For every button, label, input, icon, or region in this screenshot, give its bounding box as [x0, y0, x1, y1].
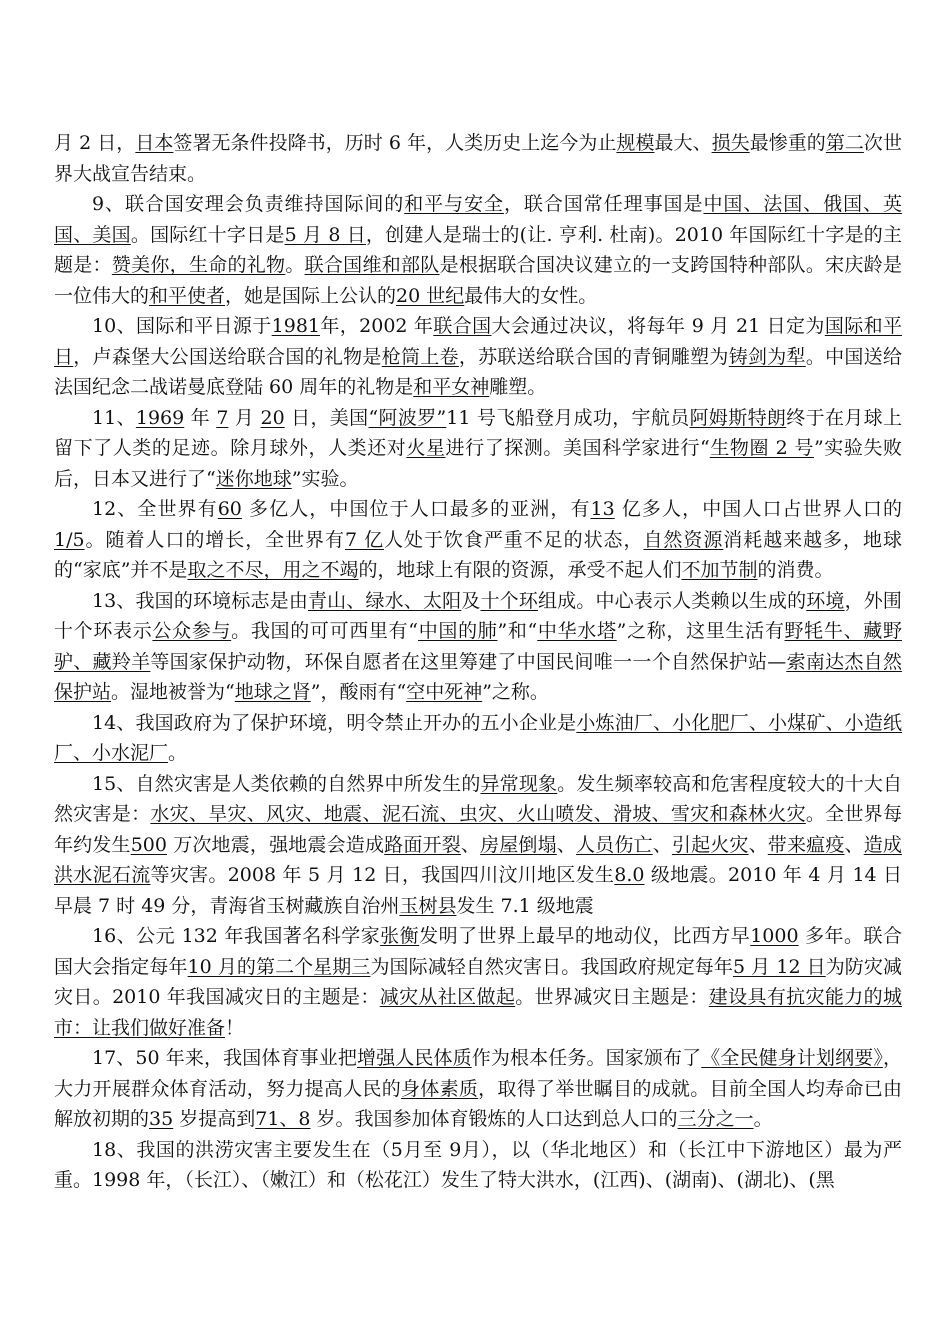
- underlined-answer: 5 月 12 日: [732, 955, 826, 978]
- underlined-answer: 十个环: [480, 589, 538, 612]
- underlined-answer: 地球之肾: [234, 681, 311, 703]
- text-segment: 等国家保护动物，环保自愿者在这里筹建了中国民间唯一一个自然保护站—: [150, 650, 787, 673]
- text-segment: 签署无条件投降书，历时 6 年，人类历史上迄今为止: [173, 132, 617, 154]
- text-segment: 发生 7.1 级地震: [456, 894, 594, 917]
- text-segment: ，外围十个环表示: [54, 589, 902, 642]
- text-segment: 11、: [92, 406, 136, 429]
- underlined-answer: 联合国: [433, 315, 492, 337]
- underlined-answer: 减灾从社区做起: [379, 986, 516, 1008]
- text-segment: 。: [285, 254, 305, 276]
- underlined-answer: 路面开裂: [384, 833, 461, 856]
- underlined-answer: 日本: [135, 132, 174, 154]
- underlined-answer: 建设具有抗灾能力的城市：让我们做好准备: [54, 986, 902, 1039]
- underlined-answer: 不加节制: [681, 559, 758, 581]
- text-segment: 为国际减轻自然灾害日。我国政府规定每年: [370, 955, 733, 978]
- paragraph: [54, 708, 902, 769]
- underlined-answer: 1969: [135, 406, 185, 429]
- underlined-answer: 张衡: [380, 925, 420, 947]
- underlined-answer: 房屋倒塌: [480, 833, 557, 856]
- underlined-answer: 联合国维和部队: [304, 254, 440, 276]
- text-segment: 。随着人口的增长，全世界有: [84, 528, 345, 551]
- text-segment: ，她是国际上公认的: [225, 284, 397, 307]
- underlined-answer: 生物圈 2 号: [709, 437, 814, 459]
- text-segment: 。发生频率较高和危害程度较大的十大自然灾害是：: [54, 772, 902, 825]
- text-segment: 最伟大的女性。: [464, 284, 598, 307]
- text-segment: 年，2002 年: [320, 315, 434, 337]
- underlined-answer: 水灾、旱灾、风灾、地震、泥石流、虫灾、火山喷发、滑坡、雪灾和森林火灾: [150, 803, 806, 825]
- text-segment: 最惨重的: [749, 132, 826, 154]
- underlined-answer: 《全民健身计划纲要》: [701, 1047, 883, 1069]
- underlined-answer: 60: [217, 498, 242, 520]
- text-segment: 多年。联合国大会指定每年: [54, 925, 902, 978]
- text-segment: 11 号飞船登月成功，宇航员: [446, 406, 690, 429]
- text-segment: ”和“: [497, 620, 538, 642]
- text-segment: 、: [652, 833, 672, 856]
- underlined-answer: 35: [149, 1108, 174, 1130]
- text-segment: 级地震。2010 年 4 月 14 日早晨 7 时 49 分，青海省玉树藏族自治州: [54, 864, 902, 917]
- text-segment: 17、50 年来，我国体育事业把: [92, 1047, 357, 1069]
- underlined-answer: 7: [216, 406, 229, 429]
- text-segment: 万次地震，强地震会造成: [166, 833, 385, 856]
- underlined-answer: 损失: [711, 132, 750, 154]
- underlined-answer: 身体素质: [401, 1077, 479, 1100]
- text-segment: 。全世界每年约发生: [54, 803, 902, 856]
- text-segment: ”实验。: [291, 467, 359, 490]
- underlined-answer: 异常现象: [480, 772, 558, 795]
- underlined-answer: 火星: [406, 437, 446, 459]
- text-segment: 。中国送给法国纪念二战诺曼底登陆 60 周年的礼物是: [54, 345, 902, 398]
- underlined-answer: 1/5: [54, 528, 85, 551]
- text-segment: 。国际红十字日是: [130, 223, 285, 246]
- underlined-answer: 8.0: [614, 864, 645, 886]
- paragraph: [54, 1043, 902, 1135]
- paragraph: [54, 586, 902, 708]
- text-segment: 16、公元 132 年我国著名科学家: [92, 925, 381, 947]
- text-segment: 的，地球上有限的资源，承受不起人们: [358, 559, 682, 581]
- text-segment: 。: [753, 1108, 773, 1130]
- text-segment: ，大力开展群众体育活动，努力提高人民的: [54, 1047, 902, 1100]
- text-segment: 作为根本任务。国家颁布了: [471, 1047, 702, 1069]
- underlined-answer: 增强人民体质: [357, 1047, 472, 1069]
- underlined-answer: 20 世纪: [396, 284, 465, 307]
- text-segment: ，苏联送给联合国的青铜雕塑为: [458, 345, 729, 368]
- paragraph: [54, 1135, 902, 1196]
- document-page: [54, 128, 902, 1196]
- text-segment: 进行了探测。美国科学家进行“: [445, 437, 710, 459]
- text-segment: ”，酸雨有“: [310, 681, 407, 703]
- underlined-answer: 玉树县: [399, 894, 457, 917]
- text-segment: 、: [844, 833, 864, 856]
- text-segment: 15、自然灾害是人类依赖的自然界中所发生的: [92, 772, 481, 795]
- text-segment: 。世界减灾日主题是：: [515, 986, 709, 1008]
- text-segment: ，创建人是瑞士的(让. 亨利. 杜南)。2010 年国际红十字是的主题是：: [54, 223, 902, 276]
- text-segment: 为防灾减灾日。2010 年我国减灾日的主题是：: [54, 955, 902, 1008]
- underlined-answer: 阿姆斯特朗: [689, 406, 787, 429]
- underlined-answer: 青山、绿水、太阳: [307, 589, 462, 612]
- text-segment: 岁提高到: [173, 1108, 256, 1130]
- underlined-answer: 10 月的第二个星期三: [187, 955, 371, 978]
- paragraph: [54, 494, 902, 586]
- text-segment: 10、国际和平日源于: [92, 315, 272, 337]
- underlined-answer: 规模: [616, 132, 655, 154]
- text-segment: 及: [461, 589, 481, 612]
- underlined-answer: 赞美你，生命的礼物: [111, 254, 286, 276]
- text-segment: 年: [184, 406, 217, 429]
- text-segment: 雕塑。: [489, 376, 547, 398]
- underlined-answer: 和平与安全: [404, 193, 504, 215]
- text-segment: 、: [460, 833, 481, 856]
- text-segment: 月: [228, 406, 261, 429]
- underlined-answer: 20: [260, 406, 285, 429]
- text-segment: 最大、: [654, 132, 712, 154]
- underlined-answer: 500: [130, 833, 167, 856]
- text-segment: 18、我国的洪涝灾害主要发生在（5月至 9月），以（华北地区）和（长江中下游地区）最为严重。1998 年，（长江）、（嫩江）和（松花江）发生了特大洪水，(江西)、(湖南)、(湖北)、(黑: [54, 1138, 902, 1191]
- paragraph: [54, 921, 902, 1043]
- paragraph: [54, 128, 902, 189]
- text-segment: 9、联合国安理会负责维持国际间的: [92, 193, 405, 215]
- text-segment: 、: [748, 833, 768, 856]
- text-segment: 。湿地被誉为“: [111, 681, 235, 703]
- paragraph: [54, 769, 902, 922]
- underlined-answer: 人员伤亡: [575, 833, 653, 856]
- underlined-answer: 带来瘟疫: [767, 833, 845, 856]
- underlined-answer: 环境: [806, 589, 845, 612]
- underlined-answer: 取之不尽，用之不竭: [187, 559, 359, 581]
- underlined-answer: 枪筒上卷: [381, 345, 459, 368]
- text-segment: 多亿人，中国位于人口最多的亚洲，有: [241, 498, 591, 520]
- underlined-answer: 索南达杰自然保护站: [54, 650, 902, 703]
- text-segment: 。: [168, 742, 188, 764]
- text-segment: ”之称，这里生活有: [616, 620, 785, 642]
- underlined-answer: 引起火灾: [671, 833, 749, 856]
- text-segment: ，联合国常任理事国是: [503, 193, 704, 215]
- text-segment: 等灾害。2008 年 5 月 12 日，我国四川汶川地区发生: [150, 864, 615, 886]
- text-segment: 终于在月球上留下了人类的足迹。除月球外，人类还对: [54, 406, 902, 459]
- text-segment: ！: [225, 1016, 245, 1039]
- text-segment: 次世界大战宣告结束。: [54, 132, 902, 185]
- underlined-answer: 7 亿: [344, 528, 385, 551]
- text-segment: 14、我国政府为了保护环境，明令禁止开办的五小企业是: [92, 711, 577, 734]
- underlined-answer: 三分之一: [677, 1108, 754, 1130]
- text-segment: 发明了世界上最早的地动仪，比西方早: [419, 925, 751, 947]
- paragraph: [54, 311, 902, 403]
- underlined-answer: 自然资源: [643, 528, 724, 551]
- underlined-answer: 造成洪水泥石流: [54, 833, 902, 886]
- underlined-answer: 公众参与: [152, 620, 232, 642]
- text-segment: 大会通过决议，将每年 9 月 21 日定为: [491, 315, 825, 337]
- text-segment: 月 2 日，: [54, 132, 136, 154]
- text-segment: 亿多人，中国人口占世界人口的: [614, 498, 902, 520]
- text-segment: 岁。我国参加体育锻炼的人口达到总人口的: [310, 1108, 678, 1130]
- text-segment: 日，美国: [284, 406, 369, 429]
- text-segment: 12、全世界有: [92, 498, 218, 520]
- underlined-answer: 和平使者: [149, 284, 226, 307]
- underlined-answer: 中国、法国、俄国、英国、美国: [54, 193, 902, 246]
- text-segment: ”实验失败后，日本又进行了“: [54, 437, 902, 490]
- underlined-answer: 13: [590, 498, 615, 520]
- underlined-answer: 1981: [271, 315, 320, 337]
- underlined-answer: 第二: [825, 132, 864, 154]
- text-segment: 人处于饮食严重不足的状态，: [384, 528, 644, 551]
- underlined-answer: 1000: [750, 925, 799, 947]
- underlined-answer: 小炼油厂、小化肥厂、小煤矿、小造纸厂、小水泥厂: [54, 711, 902, 764]
- underlined-answer: 5 月 8 日: [284, 223, 366, 246]
- text-segment: 组成。中心表示人类赖以生成的: [537, 589, 807, 612]
- underlined-answer: 国际和平日: [54, 315, 902, 368]
- text-segment: 是根据联合国决议建立的一支跨国特种部队。宋庆龄是一位伟大的: [54, 254, 902, 307]
- underlined-answer: 迷你地球: [215, 467, 292, 490]
- paragraph: [54, 403, 902, 495]
- underlined-answer: 中国的肺: [418, 620, 498, 642]
- text-segment: 的消费。: [757, 559, 834, 581]
- underlined-answer: 中华水塔: [537, 620, 617, 642]
- underlined-answer: 野牦牛、藏野驴、藏羚羊: [54, 620, 902, 673]
- underlined-answer: “阿波罗”: [368, 406, 447, 429]
- underlined-answer: 铸剑为犁: [728, 345, 806, 368]
- text-segment: 。我国的可可西里有“: [231, 620, 419, 642]
- underlined-answer: 71、8: [255, 1108, 311, 1130]
- text-segment: ”之称。: [482, 681, 549, 703]
- underlined-answer: 空中死神: [406, 681, 483, 703]
- paragraph: [54, 189, 902, 311]
- text-segment: 消耗越来越多，地球的“家底”并不是: [54, 528, 902, 581]
- text-segment: ，取得了举世瞩目的成就。目前全国人均寿命已由解放初期的: [54, 1077, 902, 1130]
- text-segment: ，卢森堡大公国送给联合国的礼物是: [73, 345, 382, 368]
- underlined-answer: 和平女神: [413, 376, 490, 398]
- text-segment: 、: [556, 833, 576, 856]
- text-segment: 13、我国的环境标志是由: [92, 589, 308, 612]
